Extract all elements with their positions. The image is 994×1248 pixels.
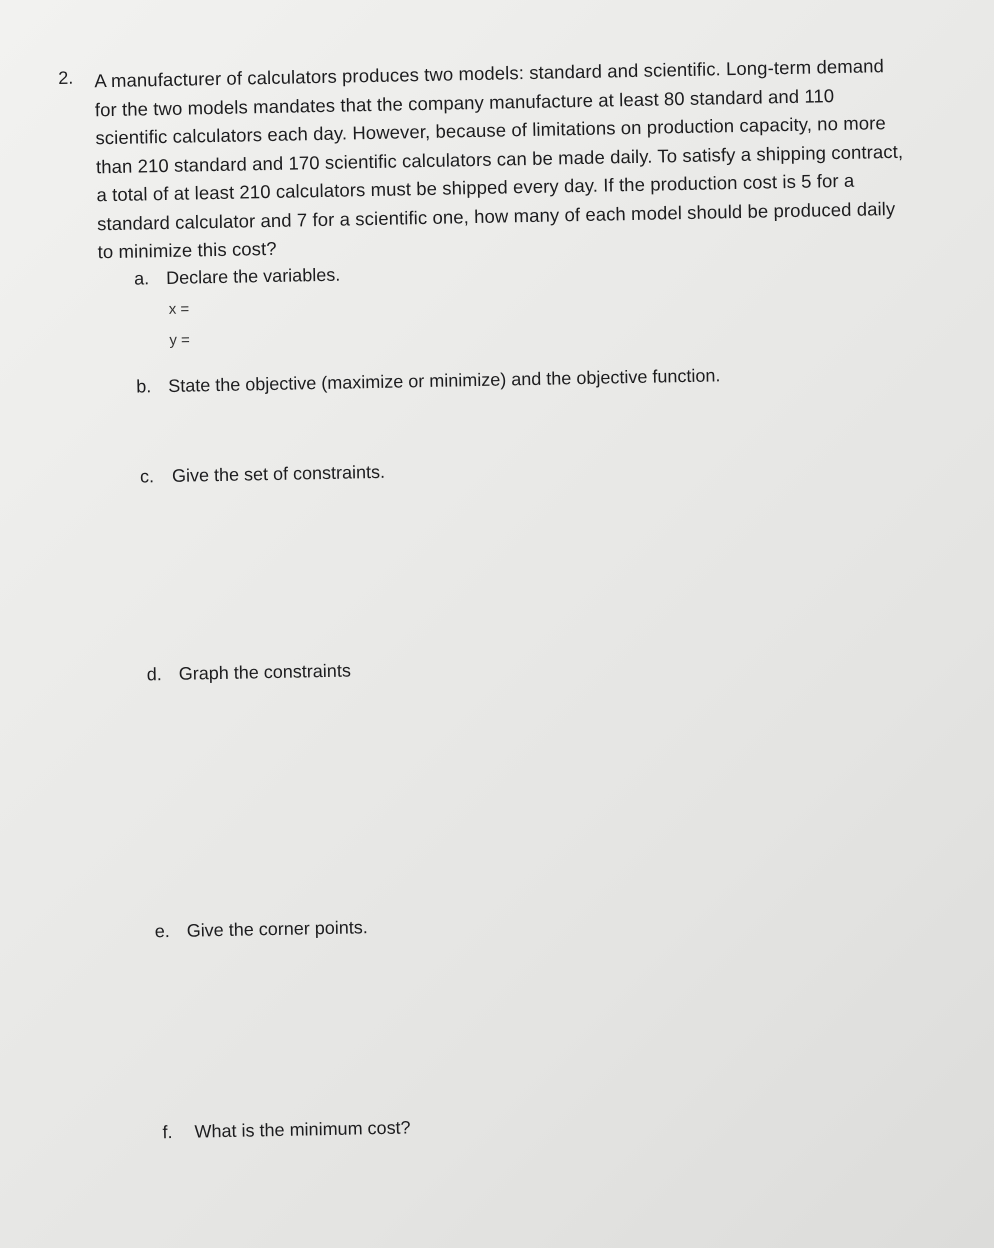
part-a-text: Declare the variables. (165, 264, 341, 288)
part-c-text: Give the set of constraints. (171, 461, 386, 486)
problem-statement: A manufacturer of calculators produces two models: standard and scientific. Long-term demand for the two models mandates that the company manufacture at least 80 standard and 110 scientific calculators each day. However, because of limitations on production capacity, no more than 210 standard and 170 scientific calculators can be made daily. To satisfy a shipping contract, a total of at least 210 calculators must be shipped every day. If the production cost is 5 for a standard calculator and 7 for a scientific one, how many of each model should be produced daily to minimize this cost? (94, 55, 904, 263)
part-f-label: f. (162, 1121, 173, 1143)
problem-block (58, 46, 908, 1143)
part-d-label: d. (146, 664, 162, 685)
part-e-text: Give the corner points. (186, 917, 368, 941)
part-e (155, 917, 368, 942)
part-d-text: Graph the constraints (178, 660, 352, 684)
part-c-label: c. (139, 466, 155, 487)
part-c (140, 462, 385, 488)
part-a (134, 265, 340, 290)
part-d (147, 660, 351, 685)
part-f (162, 1117, 410, 1143)
part-e-label: e. (154, 921, 170, 942)
variable-x: x = (168, 300, 190, 318)
part-b-text: State the objective (maximize or minimize) and the objective function. (168, 365, 721, 396)
part-a-label: a. (133, 268, 150, 289)
problem-number: 2. (58, 67, 74, 88)
variable-y: y = (169, 331, 190, 349)
part-f-text: What is the minimum cost? (194, 1117, 411, 1142)
part-b-label: b. (136, 376, 152, 397)
part-b (136, 365, 721, 397)
